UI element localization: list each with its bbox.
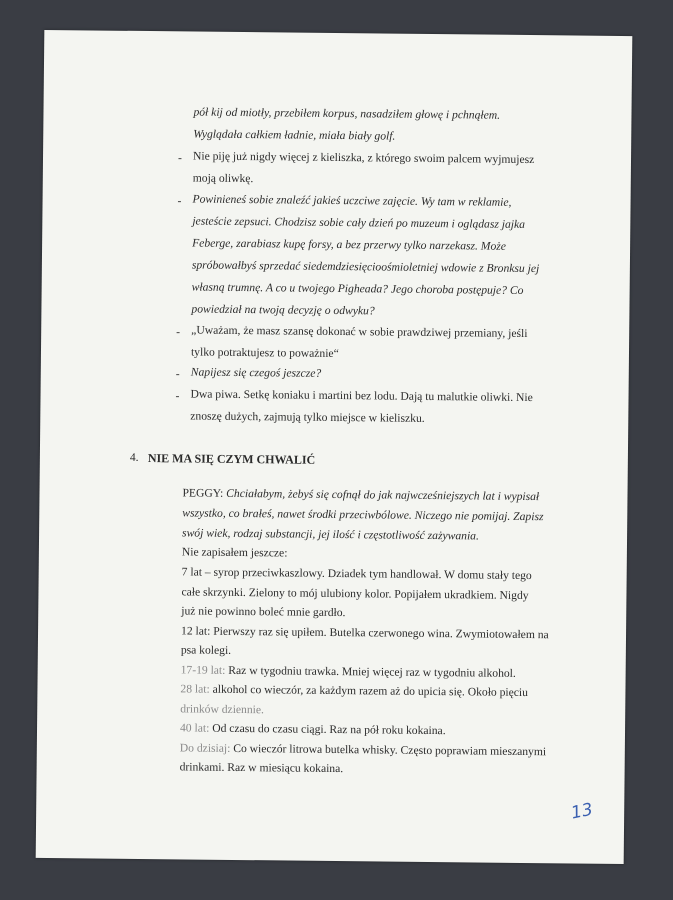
bullet-dash: - <box>176 325 181 339</box>
age-label: 40 lat: <box>179 721 213 735</box>
text-line: „Uważam, że masz szansę dokonać w sobie prawdziwej przemiany, jeśli <box>191 323 528 341</box>
text-line: Nie zapisałem jeszcze: <box>181 545 288 560</box>
bullet-dash: - <box>175 367 180 381</box>
bullet-dash: - <box>175 389 180 403</box>
section-heading: NIE MA SIĘ CZYM CHWALIĆ <box>147 451 316 467</box>
text-line: całe skrzynki. Zielony to mój ulubiony kolor. Popijałem ukradkiem. Nigdy <box>181 585 529 603</box>
text-line: Wyglądała całkiem ładnie, miała biały golf. <box>193 127 396 143</box>
text-line: pół kij od miotły, przebiłem korpus, nasadziłem głowę i pchnąłem. <box>193 105 501 122</box>
text-line: 12 lat: Pierwszy raz się upiłem. Butelka czerwonego wina. Zwymiotowałem na <box>180 624 549 642</box>
text-line: Nie piję już nigdy więcej z kieliszka, z którego swoim palcem wyjmujesz <box>192 149 535 167</box>
text-line <box>182 486 539 504</box>
text-line: psa kolegi. <box>180 643 232 657</box>
text-line <box>181 663 516 681</box>
text-line <box>180 721 446 738</box>
text-line: powiedział na twoją decyzję o odwyku? <box>191 302 375 318</box>
text-line: wszystko, co brałeś, nawet środki przeciwbólowe. Niczego nie pomijaj. Zapisz <box>182 506 544 524</box>
entry-text: Co wieczór litrowa butelka whisky. Często poprawiam mieszanymi <box>233 741 547 759</box>
text-line: Napijesz się czegoś jeszcze? <box>190 365 322 380</box>
document-page <box>36 30 633 864</box>
text-line: drinków dziennie. <box>180 702 265 717</box>
text-line: moją oliwkę. <box>192 171 254 186</box>
entry-text: alkohol co wieczór, za każdym razem aż do upicia się. Około pięciu <box>212 682 529 700</box>
text-line <box>180 741 546 759</box>
text-line: drinkami. Raz w miesiącu kokaina. <box>179 760 344 776</box>
text-line: tylko potraktujesz to poważnie“ <box>190 345 339 361</box>
text-line: już nie powinno boleć mnie gardło. <box>181 604 346 620</box>
entry-text: Od czasu do czasu ciągi. Raz na pół roku kokaina. <box>212 721 446 738</box>
age-label: 17-19 lat: <box>180 663 229 677</box>
text-line: jesteście zepsuci. Chodzisz sobie cały dzień po muzeum i oglądasz jajka <box>192 214 526 231</box>
text-line: Feberge, zarabiasz kupę forsy, a bez przerwy tylko narzekasz. Może <box>192 236 507 253</box>
speaker-label: PEGGY: <box>182 486 227 500</box>
speaker-text: Chciałabym, żebyś się cofnął do jak najwcześniejszych lat i wypisał <box>226 486 540 504</box>
text-line: spróbowałbyś sprzedać siedemdziesięcioośmioletniej wdowie z Bronksu jej <box>191 258 540 276</box>
text-line: swój wiek, rodzaj substancji, jej ilość i częstotliwość zażywania. <box>182 526 479 543</box>
text-line: znoszę dużych, zajmują tylko miejsce w kieliszku. <box>190 409 425 425</box>
text-line: Dwa piwa. Setkę koniaku i martini bez lodu. Dają tu malutkie oliwki. Nie <box>190 387 533 405</box>
bullet-dash: - <box>177 194 182 208</box>
entry-text: Raz w tygodniu trawka. Mniej więcej raz w tygodniu alkohol. <box>228 663 516 680</box>
text-line: własną trumnę. A co u twojego Pigheada? Jego choroba postępuje? Co <box>191 280 524 297</box>
section-number: 4. <box>129 450 139 464</box>
age-label: 28 lat: <box>180 682 213 696</box>
text-line: Powinieneś sobie znaleźć jakieś uczciwe zajęcie. Wy tam w reklamie, <box>192 192 512 209</box>
bullet-dash: - <box>177 151 182 165</box>
text-line: 7 lat – syrop przeciwkaszlowy. Dziadek tym handlował. W domu stały tego <box>181 565 532 583</box>
age-label: Do dzisiaj: <box>179 741 234 755</box>
text-line <box>180 682 528 700</box>
handwritten-page-number: 13 <box>569 799 595 824</box>
